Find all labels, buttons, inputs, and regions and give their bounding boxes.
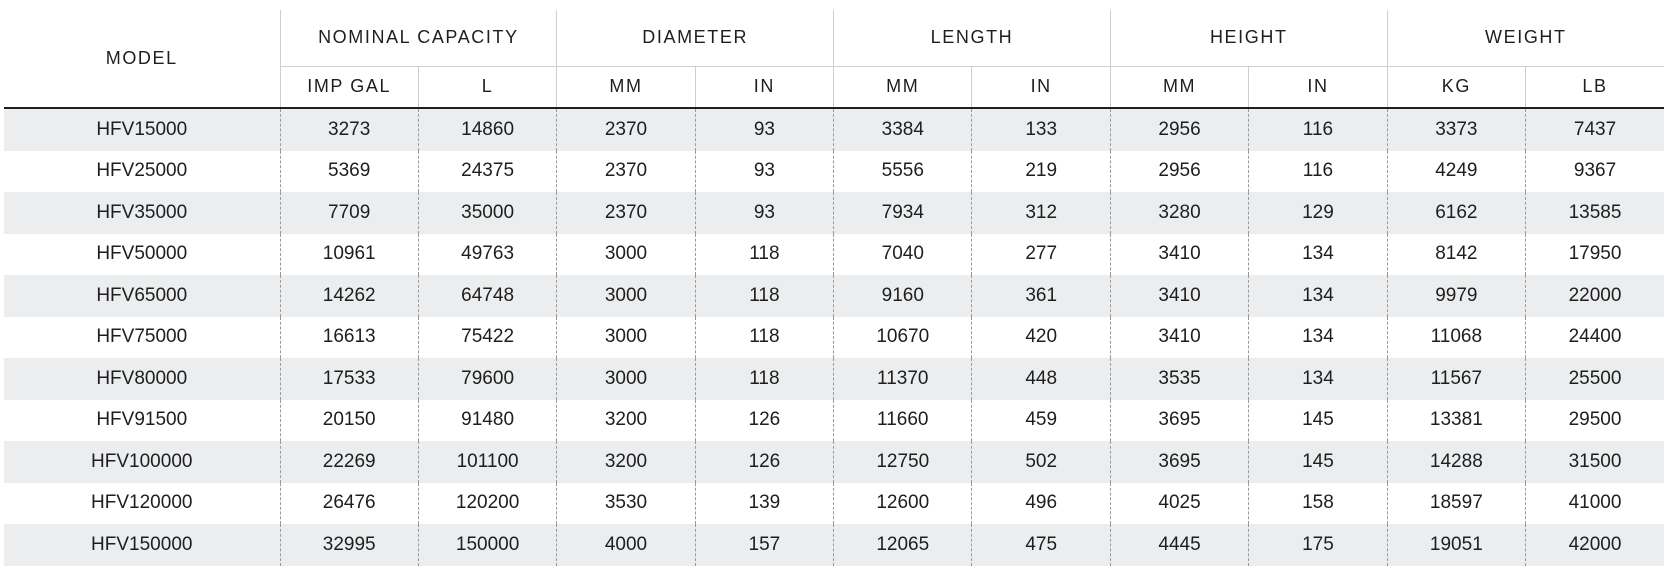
cell-length-in: 277 xyxy=(972,234,1110,276)
specifications-table xyxy=(4,10,1664,566)
cell-diameter-in: 126 xyxy=(695,400,833,442)
cell-height-mm: 4025 xyxy=(1110,483,1248,525)
cell-weight-lb: 42000 xyxy=(1526,524,1664,566)
cell-model: HFV15000 xyxy=(4,108,280,151)
table-body xyxy=(4,108,1664,566)
cell-weight-lb: 41000 xyxy=(1526,483,1664,525)
cell-weight-kg: 11068 xyxy=(1387,317,1525,359)
cell-capacity-imp-gal: 3273 xyxy=(280,108,418,151)
cell-capacity-l: 91480 xyxy=(418,400,556,442)
cell-model: HFV91500 xyxy=(96,409,188,431)
cell-length-mm: 12600 xyxy=(834,483,972,525)
cell-length-mm: 9160 xyxy=(834,275,972,317)
cell-height-in: 158 xyxy=(1249,483,1387,525)
header-length-in: IN xyxy=(972,66,1110,108)
cell-capacity-l: 75422 xyxy=(418,317,556,359)
cell-length-mm: 12750 xyxy=(834,441,972,483)
cell-diameter-mm: 2370 xyxy=(557,192,695,234)
cell-diameter-mm: 2370 xyxy=(557,151,695,193)
cell-height-mm: 3410 xyxy=(1110,234,1248,276)
header-diameter-mm: MM xyxy=(557,66,695,108)
cell-height-in: 134 xyxy=(1249,317,1387,359)
cell-weight-kg: 14288 xyxy=(1387,441,1525,483)
cell-weight-kg: 4249 xyxy=(1387,151,1525,193)
cell-length-in: 361 xyxy=(972,275,1110,317)
cell-height-in: 145 xyxy=(1249,441,1387,483)
cell-weight-lb: 22000 xyxy=(1526,275,1664,317)
cell-length-in: 475 xyxy=(972,524,1110,566)
cell-height-in: 134 xyxy=(1249,234,1387,276)
cell-diameter-mm: 3000 xyxy=(557,275,695,317)
cell-diameter-in: 139 xyxy=(695,483,833,525)
cell-height-mm: 3410 xyxy=(1110,275,1248,317)
table-row xyxy=(4,524,1664,566)
cell-length-in: 448 xyxy=(972,358,1110,400)
cell-length-mm: 11370 xyxy=(834,358,972,400)
header-length: LENGTH xyxy=(834,10,1111,66)
cell-capacity-l: 79600 xyxy=(418,358,556,400)
cell-capacity-l: 150000 xyxy=(418,524,556,566)
cell-height-in: 116 xyxy=(1249,151,1387,193)
cell-height-mm: 3535 xyxy=(1110,358,1248,400)
cell-diameter-mm: 4000 xyxy=(557,524,695,566)
cell-height-in: 116 xyxy=(1249,108,1387,151)
cell-capacity-l: 35000 xyxy=(418,192,556,234)
cell-capacity-l: 49763 xyxy=(418,234,556,276)
cell-capacity-imp-gal: 10961 xyxy=(280,234,418,276)
cell-length-in: 502 xyxy=(972,441,1110,483)
cell-capacity-l: 64748 xyxy=(418,275,556,317)
specifications-table-container xyxy=(4,10,1664,566)
cell-length-in: 459 xyxy=(972,400,1110,442)
cell-capacity-imp-gal: 32995 xyxy=(280,524,418,566)
cell-capacity-l: 14860 xyxy=(418,108,556,151)
cell-diameter-mm: 3000 xyxy=(557,234,695,276)
header-diameter: DIAMETER xyxy=(557,10,834,66)
cell-weight-kg: 19051 xyxy=(1387,524,1525,566)
cell-height-in: 175 xyxy=(1249,524,1387,566)
cell-weight-kg: 11567 xyxy=(1387,358,1525,400)
cell-capacity-imp-gal: 22269 xyxy=(280,441,418,483)
cell-model: HFV100000 xyxy=(4,441,280,483)
cell-diameter-in: 93 xyxy=(695,151,833,193)
header-capacity-imp-gal: IMP GAL xyxy=(280,66,418,108)
cell-diameter-mm: 3200 xyxy=(557,400,695,442)
table-row xyxy=(4,483,1664,525)
header-height-mm: MM xyxy=(1110,66,1248,108)
header-height: HEIGHT xyxy=(1110,10,1387,66)
cell-length-in: 312 xyxy=(972,192,1110,234)
cell-height-in: 134 xyxy=(1249,358,1387,400)
cell-diameter-mm: 3530 xyxy=(557,483,695,525)
table-header xyxy=(4,10,1664,108)
cell-length-in: 420 xyxy=(972,317,1110,359)
cell-capacity-l: 101100 xyxy=(418,441,556,483)
cell-diameter-in: 93 xyxy=(695,192,833,234)
cell-capacity-l: 120200 xyxy=(418,483,556,525)
cell-diameter-mm: 3000 xyxy=(557,317,695,359)
table-row xyxy=(4,400,1664,442)
table-row xyxy=(4,192,1664,234)
cell-weight-kg: 13381 xyxy=(1387,400,1525,442)
cell-height-in: 129 xyxy=(1249,192,1387,234)
cell-height-mm: 3695 xyxy=(1110,441,1248,483)
header-weight: WEIGHT xyxy=(1387,10,1664,66)
cell-capacity-imp-gal: 26476 xyxy=(280,483,418,525)
cell-length-mm: 7934 xyxy=(834,192,972,234)
cell-height-in: 134 xyxy=(1249,275,1387,317)
header-nominal-capacity: NOMINAL CAPACITY xyxy=(280,10,557,66)
table-row xyxy=(4,108,1664,151)
cell-model: HFV80000 xyxy=(4,358,280,400)
header-capacity-l: L xyxy=(418,66,556,108)
cell-diameter-mm: 2370 xyxy=(557,108,695,151)
cell-diameter-in: 118 xyxy=(695,275,833,317)
cell-weight-lb: 13585 xyxy=(1526,192,1664,234)
group-header-row xyxy=(4,10,1664,66)
cell-diameter-in: 118 xyxy=(695,317,833,359)
cell-capacity-imp-gal: 17533 xyxy=(280,358,418,400)
header-height-in: IN xyxy=(1249,66,1387,108)
cell-model: HFV150000 xyxy=(4,524,280,566)
cell-weight-lb: 25500 xyxy=(1526,358,1664,400)
cell-capacity-imp-gal: 20150 xyxy=(280,400,418,442)
cell-diameter-in: 93 xyxy=(695,108,833,151)
cell-height-mm: 4445 xyxy=(1110,524,1248,566)
header-model: MODEL xyxy=(4,10,280,108)
cell-weight-kg: 6162 xyxy=(1387,192,1525,234)
table-row xyxy=(4,234,1664,276)
header-diameter-in: IN xyxy=(695,66,833,108)
cell-capacity-l: 24375 xyxy=(418,151,556,193)
cell-diameter-in: 118 xyxy=(695,234,833,276)
cell-weight-lb: 31500 xyxy=(1526,441,1664,483)
cell-weight-lb: 9367 xyxy=(1526,151,1664,193)
cell-model: HFV120000 xyxy=(91,492,193,514)
cell-capacity-imp-gal: 14262 xyxy=(280,275,418,317)
cell-weight-kg: 9979 xyxy=(1387,275,1525,317)
cell-weight-lb: 24400 xyxy=(1526,317,1664,359)
cell-weight-kg: 8142 xyxy=(1387,234,1525,276)
cell-diameter-in: 118 xyxy=(695,358,833,400)
cell-length-in: 219 xyxy=(972,151,1110,193)
table-row xyxy=(4,358,1664,400)
cell-weight-lb: 17950 xyxy=(1526,234,1664,276)
table-row xyxy=(4,317,1664,359)
table-row xyxy=(4,441,1664,483)
cell-weight-kg: 18597 xyxy=(1387,483,1525,525)
cell-length-mm: 7040 xyxy=(834,234,972,276)
cell-model: HFV25000 xyxy=(96,160,188,182)
cell-length-in: 133 xyxy=(972,108,1110,151)
cell-height-mm: 3695 xyxy=(1110,400,1248,442)
cell-weight-lb: 29500 xyxy=(1526,400,1664,442)
cell-length-mm: 11660 xyxy=(834,400,972,442)
table-row xyxy=(4,151,1664,193)
header-length-mm: MM xyxy=(834,66,972,108)
cell-diameter-mm: 3200 xyxy=(557,441,695,483)
cell-diameter-in: 126 xyxy=(695,441,833,483)
cell-model: HFV50000 xyxy=(96,243,188,265)
cell-capacity-imp-gal: 7709 xyxy=(280,192,418,234)
cell-diameter-in: 157 xyxy=(695,524,833,566)
cell-height-mm: 3280 xyxy=(1110,192,1248,234)
cell-model: HFV75000 xyxy=(96,326,188,348)
cell-weight-lb: 7437 xyxy=(1526,108,1664,151)
cell-length-mm: 12065 xyxy=(834,524,972,566)
cell-length-mm: 5556 xyxy=(834,151,972,193)
cell-height-mm: 2956 xyxy=(1110,108,1248,151)
cell-height-mm: 2956 xyxy=(1110,151,1248,193)
cell-capacity-imp-gal: 16613 xyxy=(280,317,418,359)
cell-capacity-imp-gal: 5369 xyxy=(280,151,418,193)
header-weight-lb: LB xyxy=(1526,66,1664,108)
table-row xyxy=(4,275,1664,317)
header-weight-kg: KG xyxy=(1387,66,1525,108)
cell-length-mm: 10670 xyxy=(834,317,972,359)
cell-weight-kg: 3373 xyxy=(1387,108,1525,151)
cell-length-in: 496 xyxy=(972,483,1110,525)
cell-length-mm: 3384 xyxy=(834,108,972,151)
cell-height-mm: 3410 xyxy=(1110,317,1248,359)
cell-model: HFV65000 xyxy=(4,275,280,317)
cell-height-in: 145 xyxy=(1249,400,1387,442)
cell-model: HFV35000 xyxy=(4,192,280,234)
cell-diameter-mm: 3000 xyxy=(557,358,695,400)
